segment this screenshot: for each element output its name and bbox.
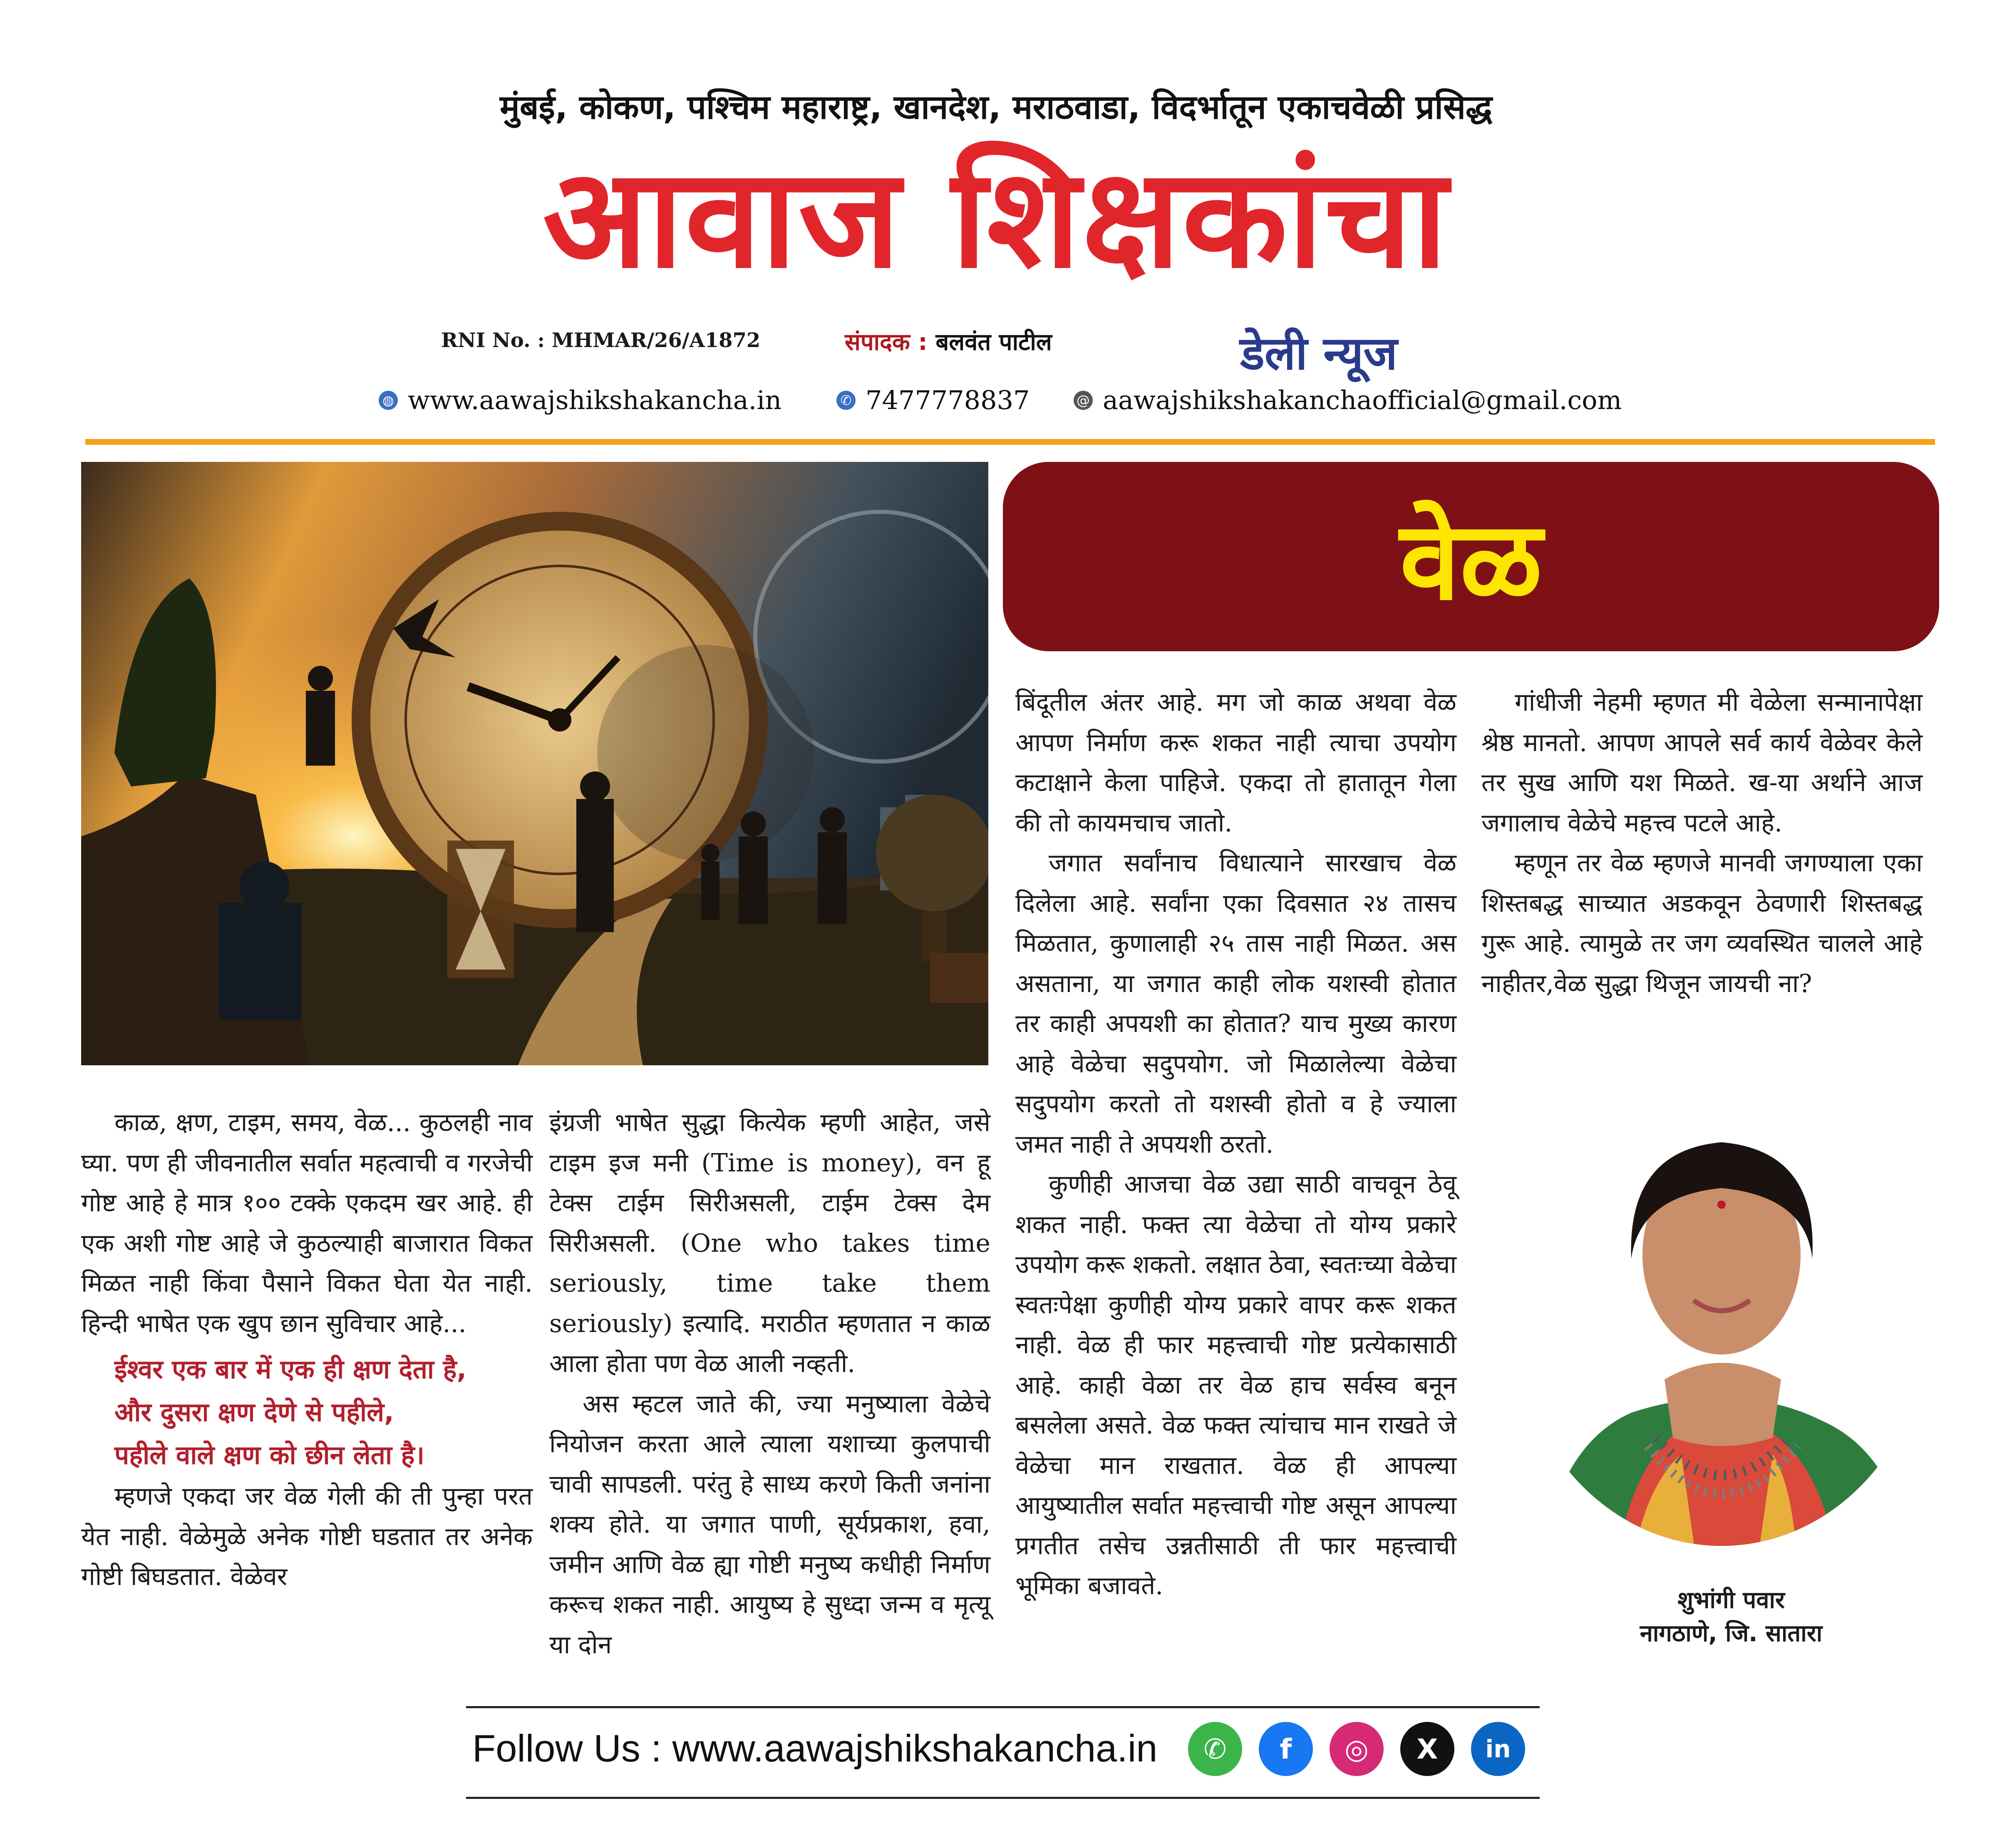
email-icon: @ <box>1074 391 1093 410</box>
author-name: शुभांगी पवार <box>1677 1587 1785 1614</box>
facebook-icon[interactable]: f <box>1259 1722 1313 1776</box>
editor-credit <box>845 325 1052 357</box>
col1-paragraph-1: काळ, क्षण, टाइम, समय, वेळ... कुठलही नाव घ्या. पण ही जीवनातील सर्वात महत्वाची व गरजेची गोष्ट आहे हे मात्र १०० टक्के एकदम खर आहे. ही एक अशी गोष्ट आहे जे कुठल्याही बाजारात विकत मिळत नाही किंवा पैसाने विकत घेता येत नाही. हिन्दी भाषेत एक खुप छान सुविचार आहे... <box>81 1108 533 1338</box>
instagram-icon[interactable]: ◎ <box>1330 1722 1384 1776</box>
time-scene-illustration <box>81 462 988 1065</box>
daily-news-label: डेली न्यूज <box>1240 327 1398 380</box>
col2-paragraph-1: इंग्रजी भाषेत सुद्धा कित्येक म्हणी आहेत, जसे टाइम इज मनी (Time is money), वन हू टेक्स टाईम सिरीअसली, टाईम टेक्स देम सिरीअसली. (One who takes time seriously, time take them seriously) इत्यादि. मराठीत म्हणतात न काळ आला होता पण वेळ आली नव्हती. <box>549 1108 990 1378</box>
hindi-quote <box>114 1348 533 1476</box>
quote-line-2: और दुसरा क्षण देणे से पहीले, <box>114 1397 394 1427</box>
editor-label: संपादक : <box>845 329 928 356</box>
email-contact[interactable] <box>1074 385 1622 415</box>
article-column-4 <box>1481 682 1923 1004</box>
editor-name: बलवंत पाटील <box>935 329 1052 356</box>
header-divider <box>85 439 1935 445</box>
col4-paragraph-1: गांधीजी नेहमी म्हणत मी वेळेला सन्मानापेक्षा श्रेष्ठ मानतो. आपण आपले सर्व कार्य वेळेवर केले तर सुख आणि यश मिळते. ख-या अर्थाने आज जगालाच वेळेचे महत्त्व पटले आहे. <box>1481 688 1923 838</box>
phone-contact[interactable] <box>836 385 1029 415</box>
author-place: नागठाणे, जि. सातारा <box>1640 1620 1823 1647</box>
linkedin-icon[interactable]: in <box>1471 1722 1525 1776</box>
hero-illustration <box>81 462 988 1065</box>
x-icon[interactable]: X <box>1400 1722 1454 1776</box>
website-link[interactable]: www.aawajshikshakancha.in <box>408 385 782 415</box>
phone-number[interactable]: 7477778837 <box>866 385 1030 415</box>
phone-icon: ✆ <box>836 391 856 410</box>
email-address[interactable]: aawajshikshakanchaofficial@gmail.com <box>1103 385 1622 415</box>
author-portrait <box>1506 1080 1937 1571</box>
article-title-box <box>1003 462 1939 651</box>
masthead-title: आवाज शिक्षकांचा <box>543 139 1449 298</box>
rni-number: RNI No. : MHMAR/26/A1872 <box>441 329 761 352</box>
article-title: वेळ <box>1399 498 1543 624</box>
col3-paragraph-1: बिंदूतील अंतर आहे. मग जो काळ अथवा वेळ आपण निर्माण करू शकत नाही त्याचा उपयोग कटाक्षाने केला पाहिजे. एकदा तो हातातून गेला की तो कायमचाच जातो. <box>1015 688 1456 838</box>
website-contact[interactable] <box>379 385 781 415</box>
footer-rule-bottom <box>466 1797 1540 1799</box>
footer-rule-top <box>466 1706 1540 1708</box>
article-column-1 <box>81 1103 533 1597</box>
follow-us-text[interactable]: Follow Us : www.aawajshikshakancha.in <box>472 1727 1158 1770</box>
col3-paragraph-2: जगात सर्वांनाच विधात्याने सारखाच वेळ दिलेला आहे. सर्वांना एका दिवसात २४ तासच मिळतात, कुणालाही २५ तास नाही मिळत. अस असताना, या जगात काही लोक यशस्वी होतात तर काही अपयशी का होतात? याच मुख्य कारण आहे वेळेचा सदुपयोग. जो मिळालेल्या वेळेचा सदुपयोग करतो तो यशस्वी होतो व हे ज्याला जमत नाही ते अपयशी ठरतो. <box>1015 848 1456 1159</box>
tagline: मुंबई, कोकण, पश्चिम महाराष्ट्र, खानदेश, मराठवाडा, विदर्भातून एकाचवेळी प्रसिद्ध <box>499 88 1492 127</box>
col1-paragraph-2: म्हणजे एकदा जर वेळ गेली की ती पुन्हा परत येत नाही. वेळेमुळे अनेक गोष्टी घडतात तर अनेक गोष्टी बिघडतात. वेळेवर <box>81 1482 533 1591</box>
article-column-2 <box>549 1103 990 1665</box>
author-photo <box>1506 1080 1937 1571</box>
col2-paragraph-2: अस म्हटल जाते की, ज्या मनुष्याला वेळेचे नियोजन करता आले त्याला यशाच्या कुलपाची चावी सापडली. परंतु हे साध्य करणे किती जनांना शक्य होते. या जगात पाणी, सूर्यप्रकाश, हवा, जमीन आणि वेळ ह्या गोष्टी मनुष्य कधीही निर्माण करूच शकत नाही. आयुष्य हे सुध्दा जन्म व मृत्यू या दोन <box>549 1389 990 1659</box>
article-column-3 <box>1015 682 1456 1606</box>
quote-line-1: ईश्वर एक बार में एक ही क्षण देता है, <box>114 1354 467 1384</box>
quote-line-3: पहीले वाले क्षण को छीन लेता है। <box>114 1440 425 1470</box>
col4-paragraph-2: म्हणून तर वेळ म्हणजे मानवी जगण्याला एका शिस्तबद्ध साच्यात अडकवून ठेवणारी शिस्तबद्ध गुरू आहे. त्यामुळे तर जग व्यवस्थित चालले आहे नाहीतर,वेळ सुद्धा थिजून जायची ना? <box>1481 848 1923 998</box>
col3-paragraph-3: कुणीही आजचा वेळ उद्या साठी वाचवून ठेवू शकत नाही. फक्त त्या वेळेचा तो योग्य प्रकारे उपयोग करू शकतो. लक्षात ठेवा, स्वतःच्या वेळेचा स्वतःपेक्षा कुणीही योग्य प्रकारे वापर करू शकत नाही. वेळ ही फार महत्त्वाची गोष्ट प्रत्येकासाठी आहे. काही वेळा तर वेळ हाच सर्वस्व बनून बसलेला असते. वेळ फक्त त्यांचाच मान राखते जे वेळेचा मान राखतात. वेळ ही आपल्या आयुष्यातील सर्वात महत्त्वाची गोष्ट असून आपल्या प्रगतीत तसेच उन्नतीसाठी ती फार महत्त्वाची भूमिका बजावते. <box>1015 1170 1456 1600</box>
globe-icon: ◍ <box>379 391 398 410</box>
whatsapp-icon[interactable]: ✆ <box>1188 1722 1242 1776</box>
